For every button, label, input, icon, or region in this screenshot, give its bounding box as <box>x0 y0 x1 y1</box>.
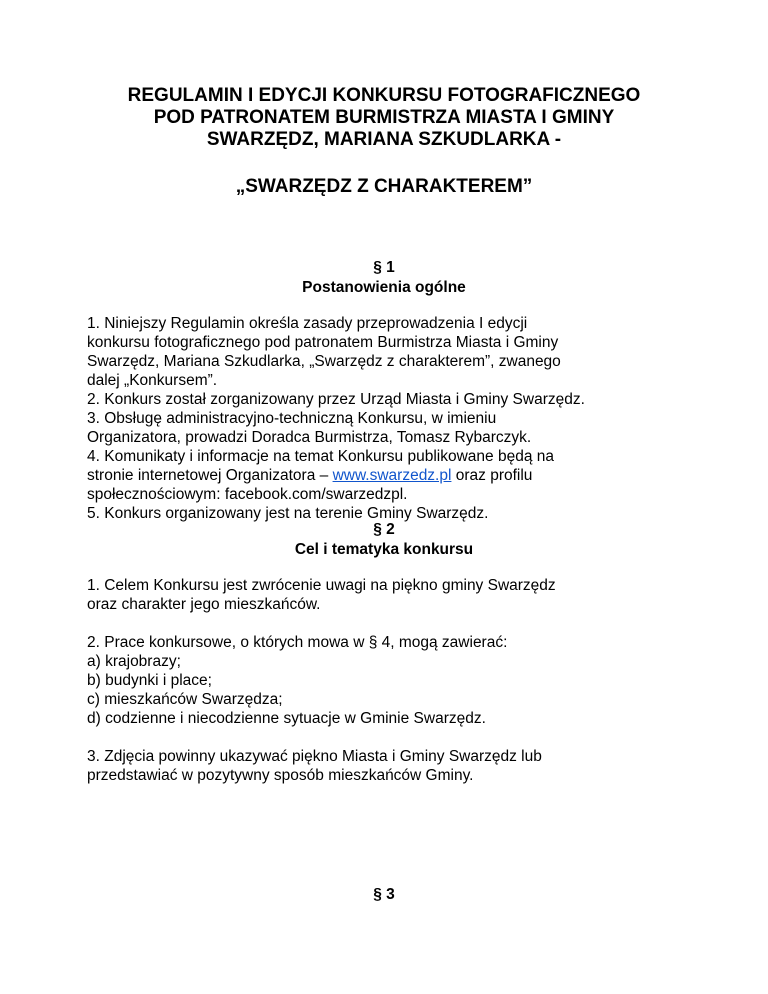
section-1-line: 2. Konkurs został zorganizowany przez Urząd Miasta i Gminy Swarzędz. <box>87 391 585 408</box>
section-1-line: Organizatora, prowadzi Doradca Burmistrza, Tomasz Rybarczyk. <box>87 429 532 446</box>
section-1-line: 4. Komunikaty i informacje na temat Konkursu publikowane będą na <box>87 448 554 465</box>
link-line-before: stronie internetowej Organizatora – <box>87 467 333 484</box>
section-1-line: 3. Obsługę administracyjno-techniczną Konkursu, w imieniu <box>87 410 497 427</box>
section-2-heading: Cel i tematyka konkursu <box>294 541 474 558</box>
section-2-paragraph-1 <box>87 576 727 614</box>
section-1-line: 1. Niniejszy Regulamin określa zasady przeprowadzenia I edycji <box>87 315 528 332</box>
section-1-line: społecznościowym: facebook.com/swarzedzpl. <box>87 486 408 503</box>
section-2-line: oraz charakter jego mieszkańców. <box>87 596 321 613</box>
section-1-header <box>60 258 708 298</box>
list-item: a) krajobrazy; <box>87 653 181 670</box>
title-line-1: REGULAMIN I EDYCJI KONKURSU FOTOGRAFICZNEGO <box>127 85 641 106</box>
section-3-header <box>60 885 708 905</box>
section-1-line: dalej „Konkursem”. <box>87 372 218 389</box>
title-line-3: SWARZĘDZ, MARIANA SZKUDLARKA - <box>206 129 562 150</box>
list-item: d) codzienne i niecodzienne sytuacje w Gminie Swarzędz. <box>87 710 486 727</box>
link-line-after: oraz profilu <box>451 467 533 484</box>
section-1-line: 5. Konkurs organizowany jest na terenie Gminy Swarzędz. <box>87 505 489 522</box>
section-1-heading: Postanowienia ogólne <box>302 279 466 296</box>
section-2-line: 3. Zdjęcia powinny ukazywać piękno Miasta i Gminy Swarzędz lub <box>87 748 542 765</box>
section-3-number: § 3 <box>373 886 395 903</box>
document-subtitle: „SWARZĘDZ Z CHARAKTEREM” <box>235 176 533 197</box>
website-link[interactable]: www.swarzedz.pl <box>332 467 452 484</box>
section-2-paragraph-3 <box>87 747 727 785</box>
document-title <box>60 85 708 151</box>
list-item: c) mieszkańców Swarzędza; <box>87 691 283 708</box>
section-1-number: § 1 <box>373 259 395 276</box>
section-2-number: § 2 <box>373 521 395 538</box>
section-1-body <box>87 314 727 523</box>
section-2-header <box>60 520 708 560</box>
section-1-line: Swarzędz, Mariana Szkudlarka, „Swarzędz z charakterem”, zwanego <box>87 353 561 370</box>
section-1-line: konkursu fotograficznego pod patronatem Burmistrza Miasta i Gminy <box>87 334 559 351</box>
section-2-paragraph-2 <box>87 633 727 728</box>
section-2-line: przedstawiać w pozytywny sposób mieszkańców Gminy. <box>87 767 474 784</box>
section-2-line: 2. Prace konkursowe, o których mowa w § 4, mogą zawierać: <box>87 634 508 651</box>
list-item: b) budynki i place; <box>87 672 212 689</box>
section-2-line: 1. Celem Konkursu jest zwrócenie uwagi na piękno gminy Swarzędz <box>87 577 556 594</box>
section-1-link-line <box>87 466 727 485</box>
title-line-2: POD PATRONATEM BURMISTRZA MIASTA I GMINY <box>153 107 615 128</box>
